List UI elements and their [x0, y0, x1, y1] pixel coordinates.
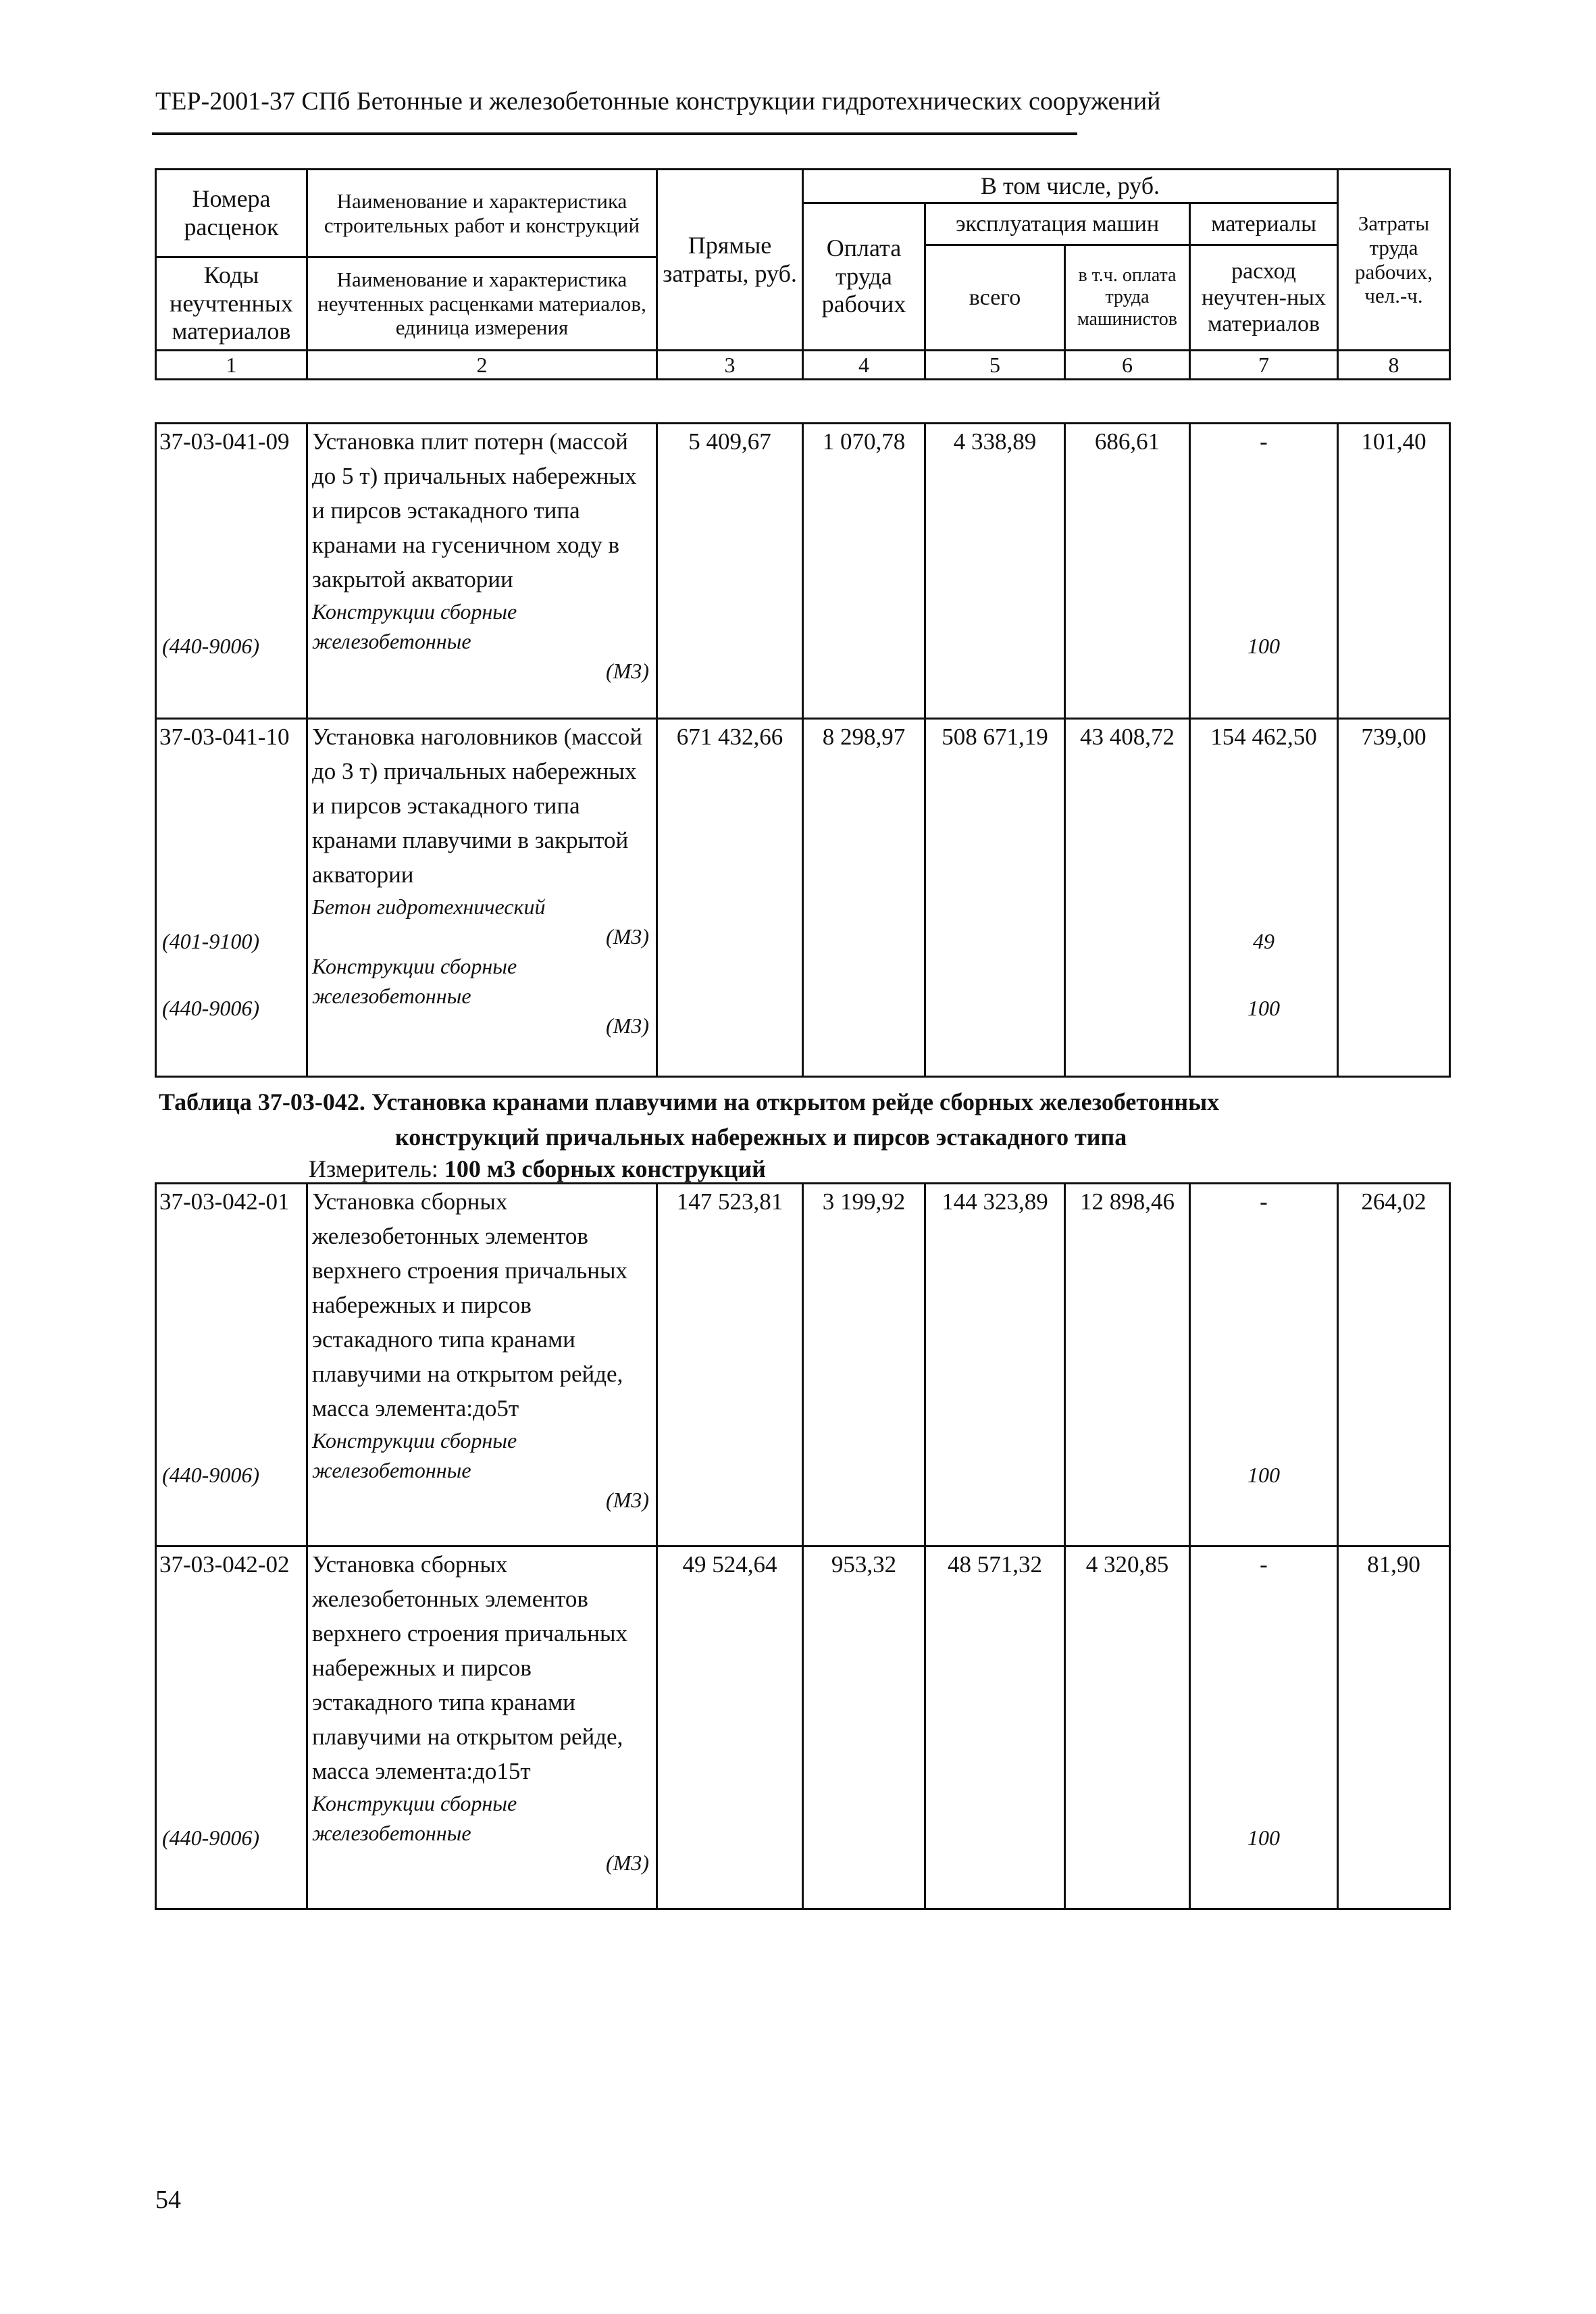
machine-cost: 4 338,89 — [925, 424, 1065, 719]
machinist-cost: 686,61 — [1065, 424, 1190, 719]
header-col6: в т.ч. оплата труда машинистов — [1065, 245, 1190, 351]
material-unit: (М3) — [606, 659, 649, 683]
direct-cost: 49 524,64 — [657, 1546, 803, 1909]
material-cost: 154 462,50 — [1210, 724, 1317, 750]
col-number: 5 — [925, 351, 1065, 380]
material-qty: 100 — [1247, 1826, 1280, 1850]
rate-description: Установка сборных железобетонных элементов верхнего строения причальных набережных и пирсов эстакадного типа кранами плавучими на открытом рейде, масса элемента:до15т — [312, 1551, 627, 1784]
material-unit: (М3) — [606, 1013, 649, 1038]
table-row — [156, 1184, 1450, 1546]
header-machines: эксплуатация машин — [925, 203, 1190, 245]
header-number-row — [156, 351, 1450, 380]
page-number: 54 — [155, 2186, 181, 2214]
machinist-cost: 4 320,85 — [1065, 1546, 1190, 1909]
labor-hours: 81,90 — [1338, 1546, 1450, 1909]
rate-description: Установка плит потерн (массой до 5 т) причальных набережных и пирсов эстакадного типа кранами на гусеничном ходу в закрытой акватории — [312, 428, 637, 593]
rate-code: 37-03-041-09 — [159, 428, 290, 455]
machinist-cost: 12 898,46 — [1065, 1184, 1190, 1546]
header-col1-bottom: Коды неучтенных материалов — [156, 257, 307, 351]
table-041 — [155, 422, 1451, 1078]
header-col2-top: Наименование и характеристика строительных работ и конструкций — [307, 170, 657, 257]
header-col5: всего — [925, 245, 1065, 351]
header-col4: Оплата труда рабочих — [803, 203, 925, 351]
material-name: Бетон гидротехнический — [312, 895, 546, 919]
labor-cost: 3 199,92 — [803, 1184, 925, 1546]
material-name: Конструкции сборные железобетонные — [312, 1428, 517, 1482]
machine-cost: 144 323,89 — [925, 1184, 1065, 1546]
material-name: Конструкции сборные железобетонные — [312, 954, 517, 1008]
labor-cost: 1 070,78 — [803, 424, 925, 719]
material-qty: 49 — [1253, 929, 1275, 953]
header-group: В том числе, руб. — [803, 170, 1338, 203]
header-col7: расход неучтен-ных материалов — [1190, 245, 1338, 351]
machine-cost: 48 571,32 — [925, 1546, 1065, 1909]
labor-hours: 101,40 — [1338, 424, 1450, 719]
material-qty: 100 — [1247, 996, 1280, 1020]
direct-cost: 5 409,67 — [657, 424, 803, 719]
rate-code: 37-03-042-01 — [159, 1188, 290, 1215]
header-col3: Прямые затраты, руб. — [657, 170, 803, 351]
measure-label: Измеритель: — [309, 1155, 438, 1182]
labor-hours: 739,00 — [1338, 719, 1450, 1077]
col-number: 4 — [803, 351, 925, 380]
col-number: 3 — [657, 351, 803, 380]
material-cost: - — [1260, 428, 1268, 455]
material-code: (440-9006) — [162, 1826, 259, 1850]
machinist-cost: 43 408,72 — [1065, 719, 1190, 1077]
header-col8: Затраты труда рабочих, чел.-ч. — [1338, 170, 1450, 351]
header-table — [155, 168, 1451, 380]
labor-hours: 264,02 — [1338, 1184, 1450, 1546]
col-number: 2 — [307, 351, 657, 380]
direct-cost: 147 523,81 — [657, 1184, 803, 1546]
material-cost: - — [1260, 1551, 1268, 1578]
material-unit: (М3) — [606, 924, 649, 949]
col-number: 1 — [156, 351, 307, 380]
table-row — [156, 424, 1450, 719]
rate-code: 37-03-042-02 — [159, 1551, 290, 1578]
table-row — [156, 1546, 1450, 1909]
material-code: (440-9006) — [162, 996, 259, 1020]
col-number: 7 — [1190, 351, 1338, 380]
material-unit: (М3) — [606, 1488, 649, 1512]
rate-description: Установка наголовников (массой до 3 т) причальных набережных и пирсов эстакадного типа кранами плавучими в закрытой акватории — [312, 724, 643, 888]
material-cost: - — [1260, 1188, 1268, 1215]
material-qty: 100 — [1247, 1463, 1280, 1487]
material-code: (440-9006) — [162, 1463, 259, 1487]
header-col2-bottom: Наименование и характеристика неучтенных расценками материалов, единица измерения — [307, 257, 657, 351]
title-underline — [152, 132, 1077, 135]
document-title: ТЕР-2001-37 СПб Бетонные и железобетонные конструкции гидротехнических сооружений — [155, 87, 1161, 116]
measure-value: 100 м3 сборных конструкций — [444, 1155, 766, 1182]
direct-cost: 671 432,66 — [657, 719, 803, 1077]
material-code: (401-9100) — [162, 929, 259, 953]
material-qty: 100 — [1247, 634, 1280, 658]
col-number: 8 — [1338, 351, 1450, 380]
col-number: 6 — [1065, 351, 1190, 380]
header-materials: материалы — [1190, 203, 1338, 245]
table-042 — [155, 1182, 1451, 1910]
labor-cost: 953,32 — [803, 1546, 925, 1909]
machine-cost: 508 671,19 — [925, 719, 1065, 1077]
material-name: Конструкции сборные железобетонные — [312, 1791, 517, 1845]
table-row — [156, 719, 1450, 1077]
header-col1-top: Номера расценок — [156, 170, 307, 257]
rate-code: 37-03-041-10 — [159, 724, 290, 750]
table-title-line1: Таблица 37-03-042. Установка кранами плавучими на открытом рейде сборных железобетонных — [159, 1088, 1220, 1115]
material-name: Конструкции сборные железобетонные — [312, 599, 517, 653]
table-title-line2: конструкций причальных набережных и пирсов эстакадного типа — [395, 1124, 1127, 1151]
material-unit: (М3) — [606, 1851, 649, 1875]
material-code: (440-9006) — [162, 634, 259, 658]
rate-description: Установка сборных железобетонных элементов верхнего строения причальных набережных и пирсов эстакадного типа кранами плавучими на открытом рейде, масса элемента:до5т — [312, 1188, 627, 1422]
labor-cost: 8 298,97 — [803, 719, 925, 1077]
table-measure — [309, 1155, 766, 1183]
